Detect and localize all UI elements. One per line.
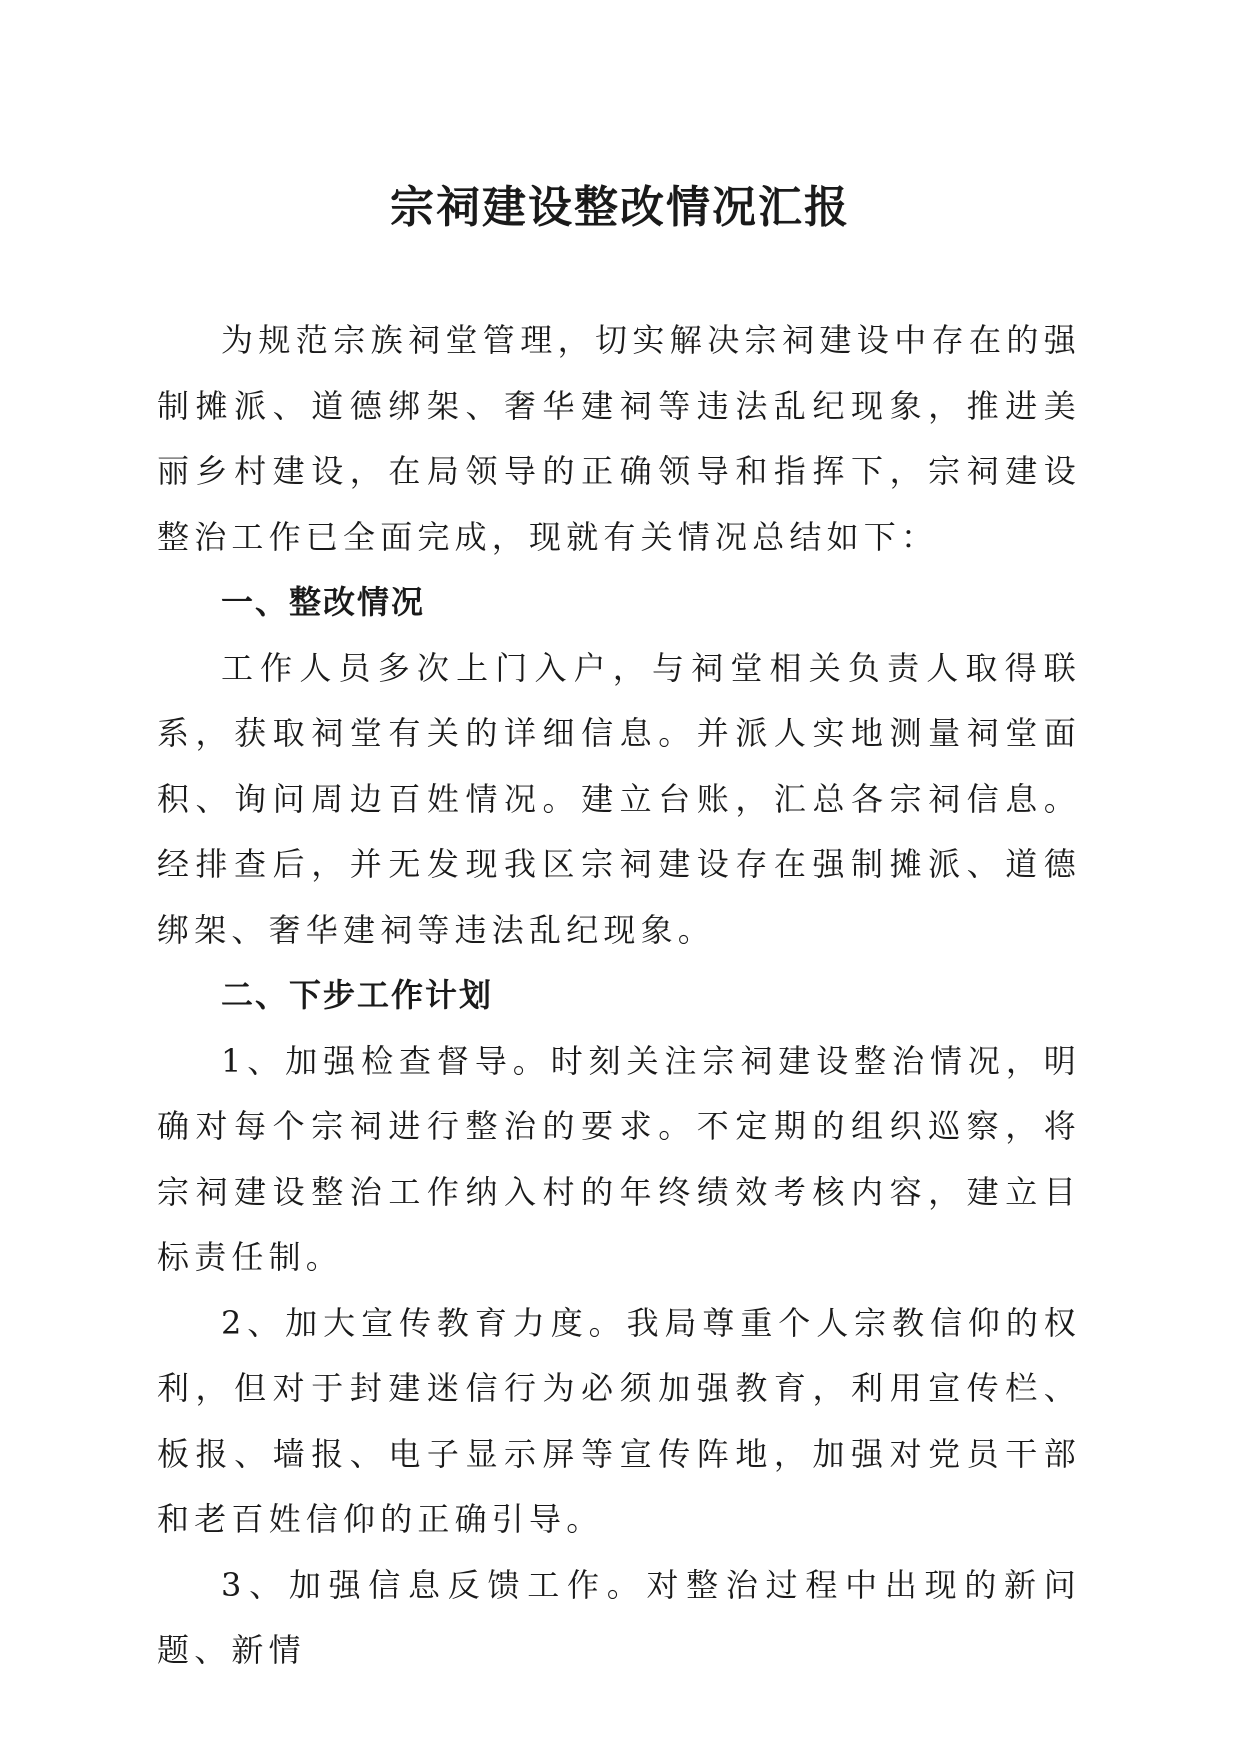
document-body [157,308,1081,1684]
rectification-paragraph: 工作人员多次上门入户，与祠堂相关负责人取得联系，获取祠堂有关的详细信息。并派人实地测量祠堂面积、询问周边百姓情况。建立台账，汇总各宗祠信息。经排查后，并无发现我区宗祠建设存在强制摊派、道德绑架、奢华建祠等违法乱纪现象。 [157,648,1081,949]
intro-paragraph: 为规范宗族祠堂管理，切实解决宗祠建设中存在的强制摊派、道德绑架、奢华建祠等违法乱纪现象，推进美丽乡村建设，在局领导的正确领导和指挥下，宗祠建设整治工作已全面完成，现就有关情况总结如下： [157,321,1081,556]
plan-item-3: 3、加强信息反馈工作。对整治过程中出现的新问题、新情 [157,1565,1081,1669]
plan-item-2: 2、加大宣传教育力度。我局尊重个人宗教信仰的权利，但对于封建迷信行为必须加强教育，利用宣传栏、板报、墙报、电子显示屏等宣传阵地，加强对党员干部和老百姓信仰的正确引导。 [157,1303,1081,1538]
plan-item-1: 1、加强检查督导。时刻关注宗祠建设整治情况，明确对每个宗祠进行整治的要求。不定期的组织巡察，将宗祠建设整治工作纳入村的年终绩效考核内容，建立目标责任制。 [157,1041,1081,1276]
document-title: 宗祠建设整改情况汇报 [390,182,850,233]
section-heading-rectification: 一、整改情况 [221,583,426,621]
section-heading-next-plan: 二、下步工作计划 [221,976,494,1014]
